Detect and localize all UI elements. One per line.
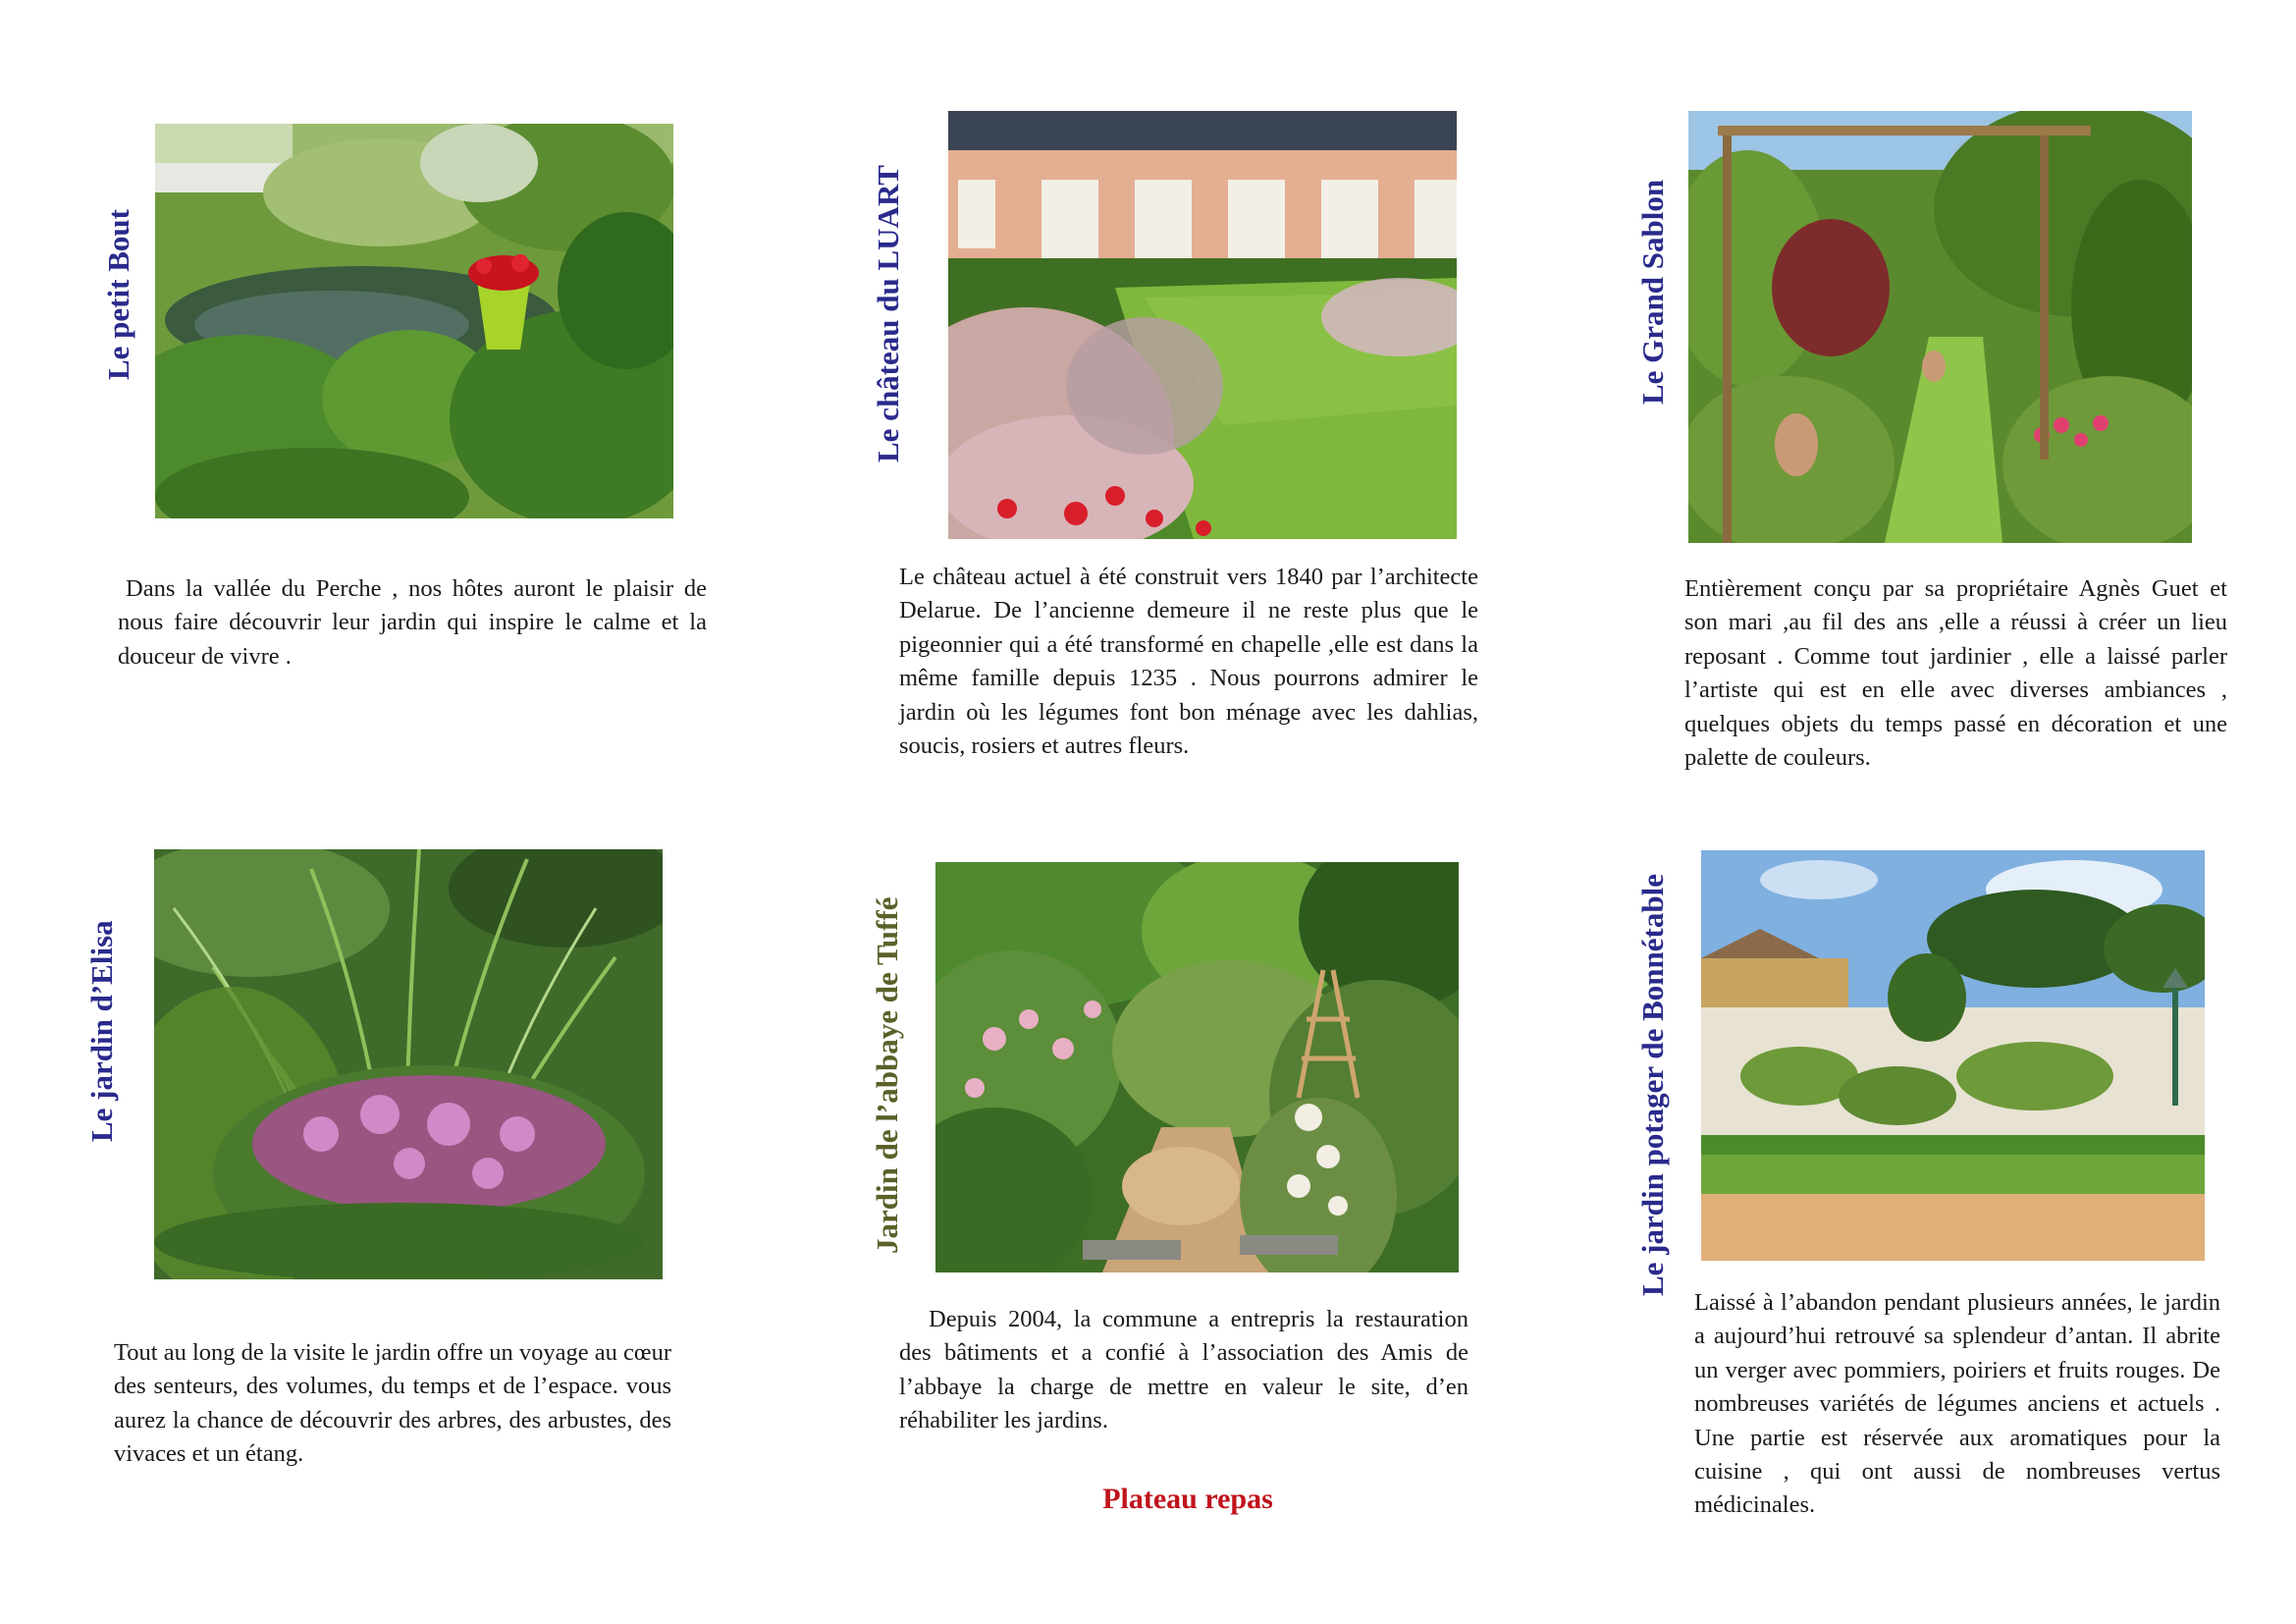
kitchen-garden-photo xyxy=(1701,850,2205,1261)
abbey-roses-photo xyxy=(935,862,1459,1272)
panel-1-title: Le petit Bout xyxy=(101,209,135,380)
panel-2-text: Le château actuel à été construit vers 1840 par l’architecte Delarue. De l’ancienne demeure il ne reste plus que le pigeonnier qui a été transformé en chapelle ,elle est dans la même famille depuis 1235 . Nous pourrons admirer le jardin où les légumes font bon ménage avec les dahlias, soucis, rosiers et autres fleurs. xyxy=(899,564,1478,760)
plateau-repas-label: Plateau repas xyxy=(1102,1483,1273,1515)
pergola-path-photo xyxy=(1688,111,2192,543)
orangery-garden-photo xyxy=(948,111,1457,539)
panel-5-text: Depuis 2004, la commune a entrepris la restauration des bâtiments et a confié à l’association des Amis de l’abbaye la charge de mettre en valeur le site, d’en réhabiliter les jardins. xyxy=(899,1306,1468,1435)
garden-pond-photo xyxy=(155,124,673,518)
panel-4-title: Le jardin d’Elisa xyxy=(84,920,119,1142)
hydrangea-grasses-photo xyxy=(154,849,663,1279)
panel-5-title: Jardin de l’abbaye de Tuffé xyxy=(870,896,904,1254)
panel-3-title: Le Grand Sablon xyxy=(1635,179,1670,406)
panel-6-title: Le jardin potager de Bonnétable xyxy=(1635,874,1670,1296)
panel-4-text: Tout au long de la visite le jardin offre un voyage au cœur des senteurs, des volumes, du temps et de l’espace. vous aurez la chance de découvrir des arbres, des arbustes, des vivaces et un étang. xyxy=(114,1339,671,1468)
panel-3-text: Entièrement conçu par sa propriétaire Agnès Guet et son mari ,au fil des ans ,elle a réussi à créer un lieu reposant . Comme tout jardinier , elle a laissé parler l’artiste qui est en elle avec diverses ambiances , quelques objets du temps passé en décoration et une palette de couleurs. xyxy=(1684,575,2227,772)
panel-1-text: Dans la vallée du Perche , nos hôtes auront le plaisir de nous faire découvrir leur jardin qui inspire le calme et la douceur de vivre . xyxy=(118,575,707,670)
panel-6-text: Laissé à l’abandon pendant plusieurs années, le jardin a aujourd’hui retrouvé sa splendeur d’antan. Il abrite un verger avec pommiers, poiriers et fruits rouges. De nombreuses variétés de légumes anciens et actuels . Une partie est réservée aux aromatiques pour la cuisine , qui ont aussi de nombreuses vertus médicinales. xyxy=(1694,1289,2220,1519)
panel-2-title: Le château du LUART xyxy=(871,165,905,463)
